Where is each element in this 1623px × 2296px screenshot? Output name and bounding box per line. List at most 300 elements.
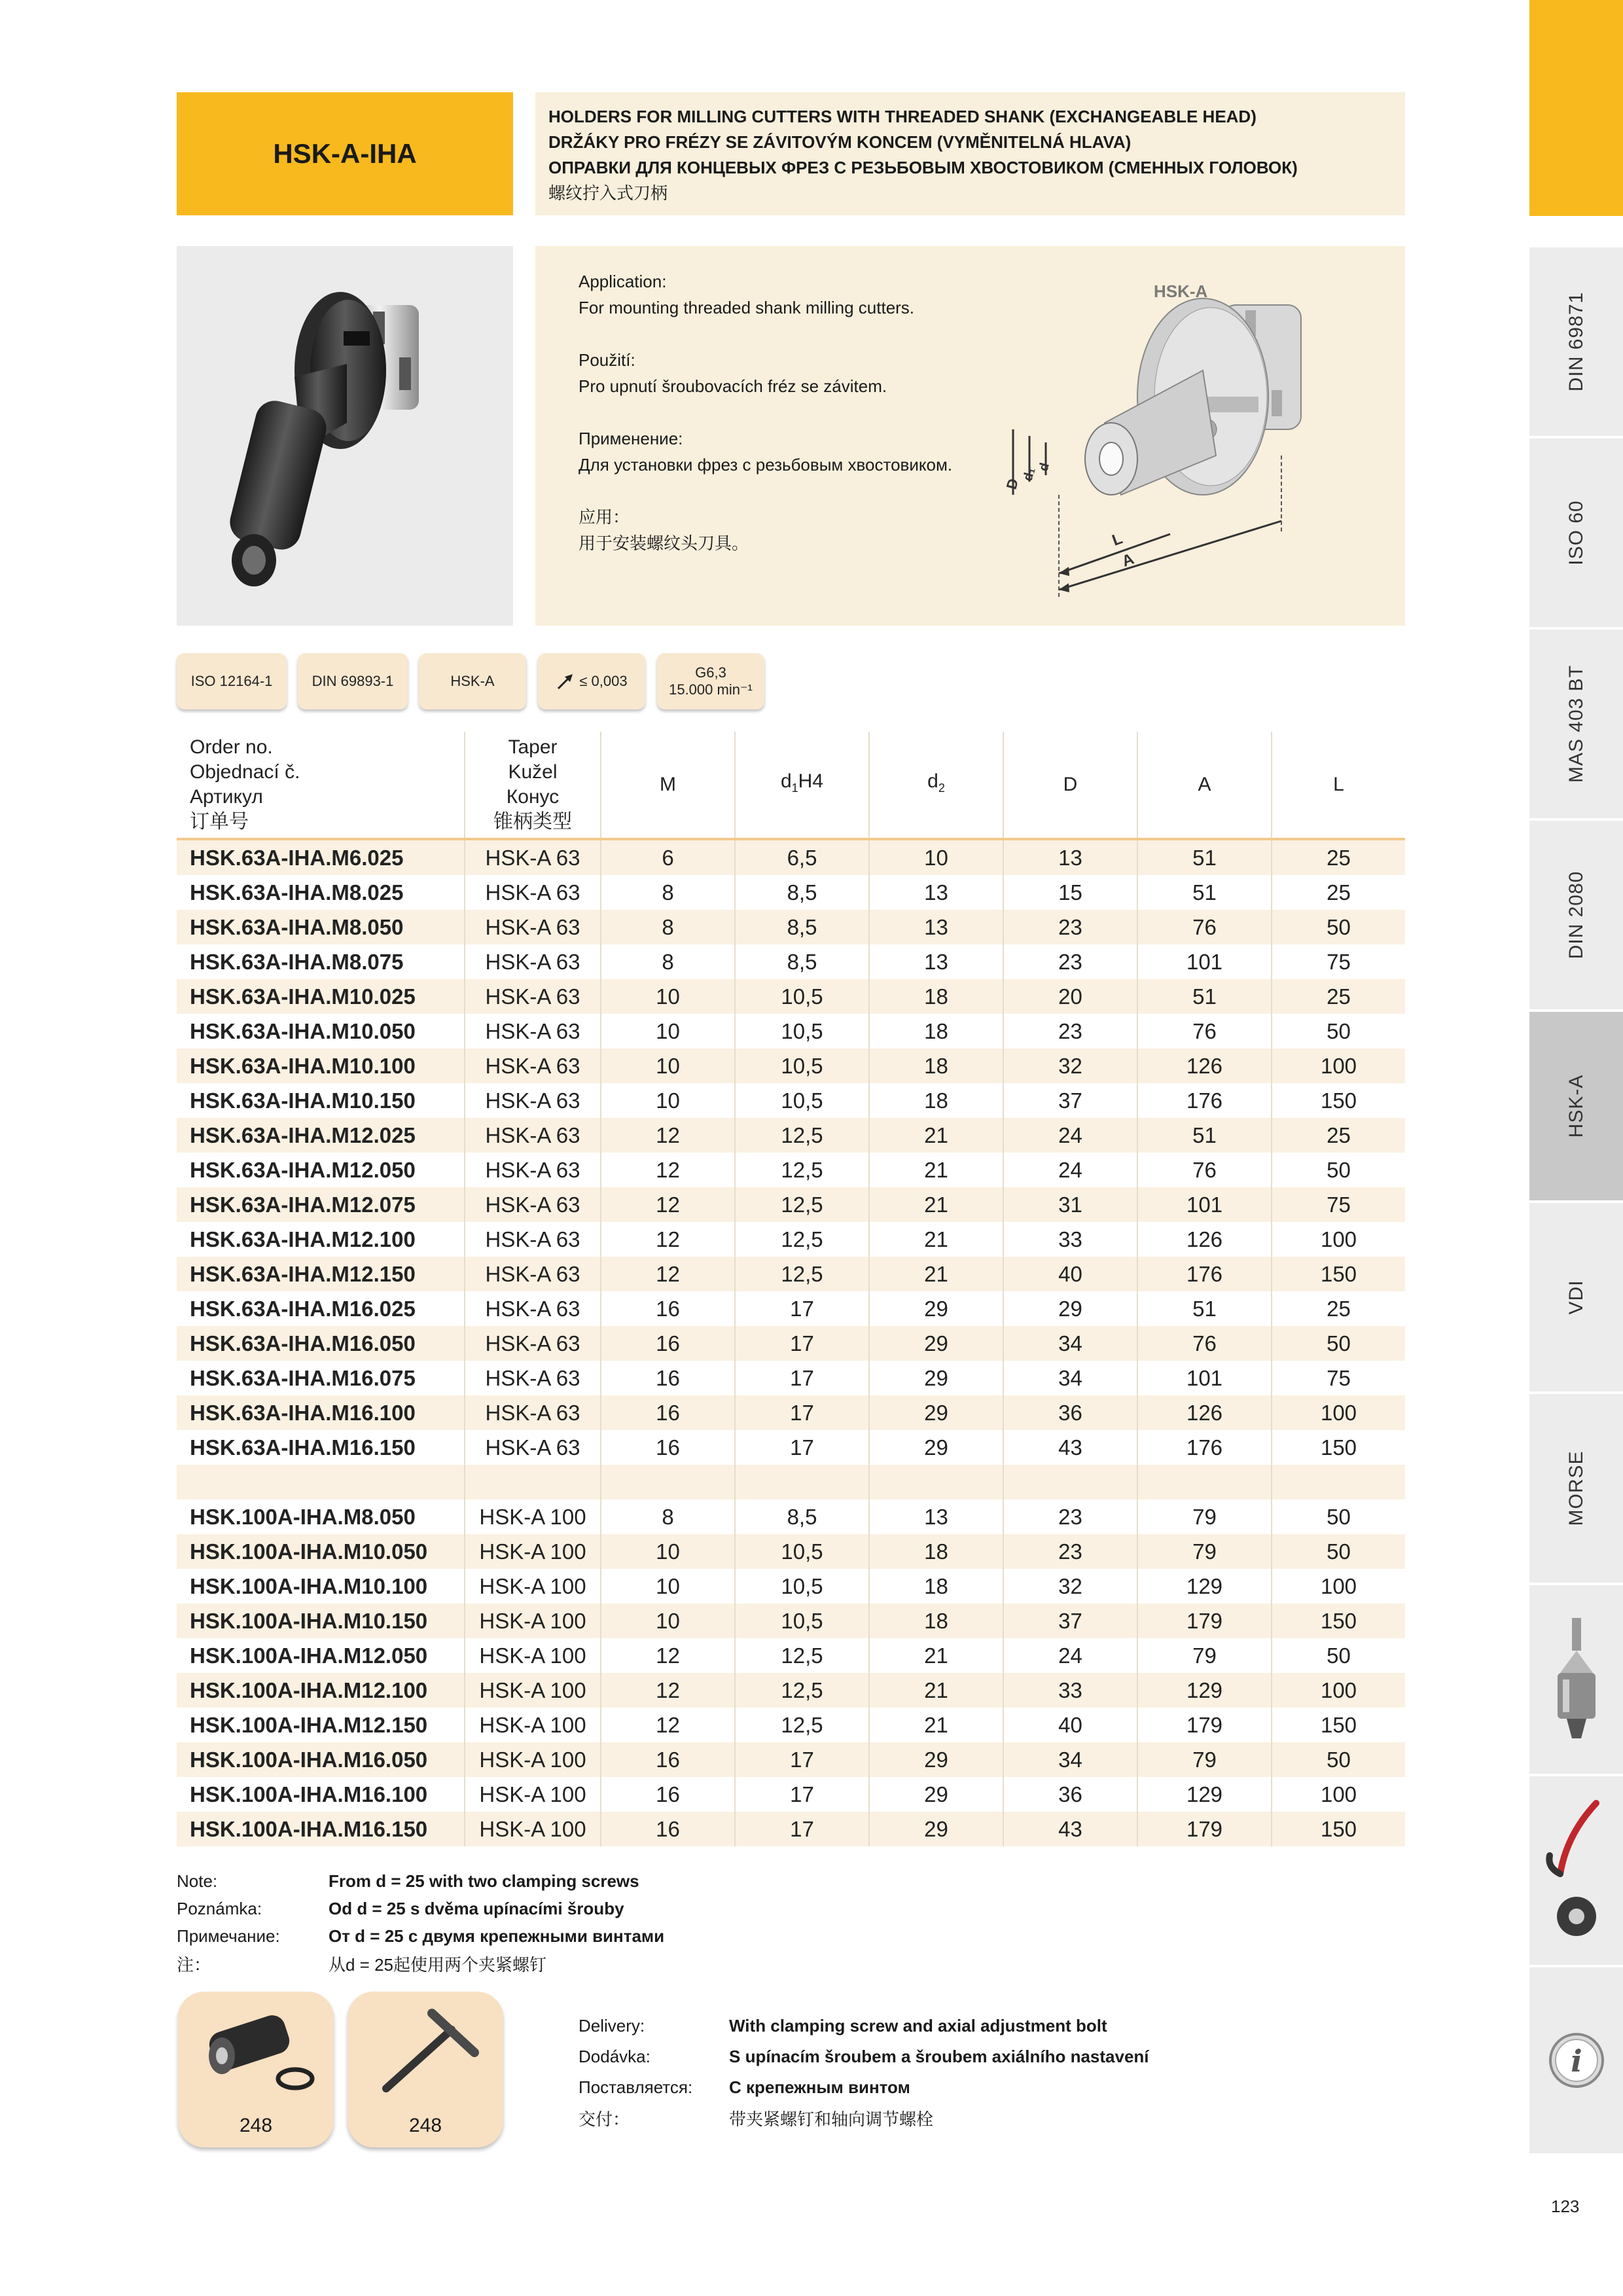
table-row xyxy=(177,1638,1405,1673)
cell-taper: HSK-A 63 xyxy=(465,1326,601,1361)
cell-d1: 8,5 xyxy=(735,875,869,910)
cell-D: 37 xyxy=(1003,1604,1137,1638)
badge-hsk xyxy=(419,653,526,709)
application-panel xyxy=(535,246,1405,626)
cell-d2: 13 xyxy=(869,1499,1003,1534)
clamping-nut-icon xyxy=(190,2003,321,2102)
cell-m: 12 xyxy=(601,1153,735,1187)
product-photo xyxy=(177,246,513,626)
cell-m: 8 xyxy=(601,944,735,979)
cell-d2: 18 xyxy=(869,1083,1003,1118)
cell-m: 10 xyxy=(601,1083,735,1118)
cell-A: 179 xyxy=(1137,1708,1272,1742)
cell-A: 76 xyxy=(1137,910,1272,944)
cell-taper: HSK-A 63 xyxy=(465,1395,601,1430)
table-row xyxy=(177,1708,1405,1742)
cell-m: 10 xyxy=(601,1014,735,1049)
cell-L: 50 xyxy=(1272,1638,1405,1673)
cell-A: 129 xyxy=(1137,1569,1272,1604)
cell-d2: 18 xyxy=(869,1049,1003,1083)
tab-label: HSK-A xyxy=(1565,1074,1587,1138)
cell-d2: 29 xyxy=(869,1326,1003,1361)
cell-L: 25 xyxy=(1272,979,1405,1014)
cell-m: 6 xyxy=(601,839,735,875)
cell-taper: HSK-A 100 xyxy=(465,1638,601,1673)
table-row xyxy=(177,1049,1405,1083)
cell-taper: HSK-A 63 xyxy=(465,1222,601,1257)
tab-vdi[interactable] xyxy=(1529,1200,1623,1391)
cell-taper: HSK-A 63 xyxy=(465,1083,601,1118)
header-d1: $d_1H4$ xyxy=(735,732,869,839)
table-row xyxy=(177,910,1405,944)
cell-d1: 10,5 xyxy=(735,1604,869,1638)
cell-D: 24 xyxy=(1003,1638,1137,1673)
cell-A: 179 xyxy=(1137,1604,1272,1638)
cell-D: 37 xyxy=(1003,1083,1137,1118)
cell-L: 75 xyxy=(1272,1187,1405,1222)
cell-d2: 21 xyxy=(869,1638,1003,1673)
delivery-label-cn: 交付： xyxy=(579,2109,630,2129)
cell-m: 8 xyxy=(601,1499,735,1534)
cell-L: 150 xyxy=(1272,1430,1405,1465)
header-taper: Taper Kužel Конус 锥柄类型 xyxy=(465,732,601,839)
cell-d1: 12,5 xyxy=(735,1673,869,1708)
note-text-ru: От d = 25 с двумя крепежными винтами xyxy=(329,1926,665,1946)
accessory-page-2: 248 xyxy=(408,2115,442,2136)
cell-d2: 29 xyxy=(869,1395,1003,1430)
cell-A: 76 xyxy=(1137,1153,1272,1187)
cell-order-no: HSK.100A-IHA.M8.050 xyxy=(190,1504,416,1529)
cell-d2: 21 xyxy=(869,1187,1003,1222)
cell-L: 50 xyxy=(1272,1534,1405,1569)
cell-d1: 8,5 xyxy=(735,910,869,944)
cell-L: 25 xyxy=(1272,1291,1405,1326)
product-description xyxy=(535,92,1405,215)
table-row xyxy=(177,1222,1405,1257)
cell-A: 129 xyxy=(1137,1673,1272,1708)
cell-D: 34 xyxy=(1003,1326,1137,1361)
cell-L: 150 xyxy=(1272,1257,1405,1291)
t-wrench-icon xyxy=(360,2003,491,2102)
cell-A: 129 xyxy=(1137,1777,1272,1812)
application-text xyxy=(579,268,953,556)
cell-d1: 12,5 xyxy=(735,1257,869,1291)
badge-balance-speed: 15.000 min⁻¹ xyxy=(669,681,753,698)
cell-d2: 13 xyxy=(869,910,1003,944)
drawing-label-hsk: HSK-A xyxy=(1154,281,1208,301)
cell-d1: 6,5 xyxy=(735,839,869,875)
cell-L: 50 xyxy=(1272,1326,1405,1361)
delivery-label-ru: Поставляется: xyxy=(579,2077,693,2097)
cell-D: 33 xyxy=(1003,1673,1137,1708)
cell-taper: HSK-A 100 xyxy=(465,1742,601,1777)
cell-order-no: HSK.63A-IHA.M16.100 xyxy=(177,1395,465,1430)
badge-runout-label: ≤ 0,003 xyxy=(579,673,628,689)
table-row xyxy=(177,1361,1405,1395)
note-text-cz: Od d = 25 s dvěma upínacími šrouby xyxy=(329,1898,624,1918)
tab-mas-403-bt[interactable] xyxy=(1529,627,1623,818)
note-label-ru: Примечание: xyxy=(177,1926,280,1946)
note-text-en: From d = 25 with two clamping screws xyxy=(329,1871,639,1891)
cell-D: 43 xyxy=(1003,1430,1137,1465)
badge-balance xyxy=(657,653,764,709)
cell-order-no: HSK.100A-IHA.M10.050 xyxy=(177,1534,465,1569)
table-row xyxy=(177,875,1405,910)
cell-m: 10 xyxy=(601,1534,735,1569)
cell-A: 101 xyxy=(1137,944,1272,979)
cell-order-no: HSK.100A-IHA.M10.150 xyxy=(177,1604,465,1638)
badge-din xyxy=(298,653,408,709)
cell-L: 150 xyxy=(1272,1708,1405,1742)
cell-taper: HSK-A 63 xyxy=(465,1049,601,1083)
cell-d2: 10 xyxy=(869,839,1003,875)
application-text-en: For mounting threaded shank milling cutters. xyxy=(579,298,915,317)
cell-d1: 12,5 xyxy=(735,1708,869,1742)
cell-order-no: HSK.63A-IHA.M10.050 xyxy=(190,1018,416,1043)
drawing-label-d: d xyxy=(1036,461,1052,473)
cell-d1: 17 xyxy=(735,1777,869,1812)
cell-order-no: HSK.63A-IHA.M16.075 xyxy=(190,1365,416,1390)
cell-D: 36 xyxy=(1003,1395,1137,1430)
product-table xyxy=(177,732,1405,1846)
cell-order-no: HSK.100A-IHA.M16.150 xyxy=(177,1812,465,1846)
cell-D: 23 xyxy=(1003,944,1137,979)
cell-taper: HSK-A 63 xyxy=(465,944,601,979)
cell-taper: HSK-A 100 xyxy=(465,1604,601,1638)
cell-A: 51 xyxy=(1137,1291,1272,1326)
application-text-ru: Для установки фрез с резьбовым хвостовиком. xyxy=(579,455,953,475)
cell-m: 16 xyxy=(601,1812,735,1846)
cell-d2: 18 xyxy=(869,1569,1003,1604)
cell-taper: HSK-A 63 xyxy=(465,1187,601,1222)
cell-taper: HSK-A 100 xyxy=(465,1569,601,1604)
cell-order-no: HSK.100A-IHA.M12.050 xyxy=(190,1643,428,1668)
delivery-text-cn: 带夹紧螺钉和轴向调节螺栓 xyxy=(729,2109,934,2129)
cell-L: 25 xyxy=(1272,875,1405,910)
cell-d2: 21 xyxy=(869,1153,1003,1187)
cell-D: 29 xyxy=(1003,1291,1137,1326)
tab-label: MAS 403 BT xyxy=(1565,664,1587,783)
cell-m: 16 xyxy=(601,1361,735,1395)
accessory-page-1: 248 xyxy=(239,2115,273,2136)
runout-arrow-icon xyxy=(556,672,575,691)
cell-d2: 18 xyxy=(869,979,1003,1014)
table-row xyxy=(177,1812,1405,1846)
cell-d1: 17 xyxy=(735,1430,869,1465)
cell-A: 176 xyxy=(1137,1083,1272,1118)
cell-D: 23 xyxy=(1003,1534,1137,1569)
cell-d2: 21 xyxy=(869,1257,1003,1291)
page-number: 123 xyxy=(1551,2197,1580,2216)
cell-d1: 12,5 xyxy=(735,1118,869,1153)
cell-order-no: HSK.100A-IHA.M10.100 xyxy=(190,1573,428,1598)
cell-m: 16 xyxy=(601,1777,735,1812)
cell-order-no: HSK.100A-IHA.M16.100 xyxy=(190,1782,428,1806)
tab-wrench[interactable] xyxy=(1529,1774,1623,1965)
cell-D: 23 xyxy=(1003,910,1137,944)
cell-A: 79 xyxy=(1137,1499,1272,1534)
cell-m: 10 xyxy=(601,1049,735,1083)
cell-L: 50 xyxy=(1272,1014,1405,1049)
cell-d1: 17 xyxy=(735,1812,869,1846)
cell-D: 33 xyxy=(1003,1222,1137,1257)
cell-d1: 8,5 xyxy=(735,1499,869,1534)
application-label-en: Application: xyxy=(579,272,667,291)
cell-taper: HSK-A 63 xyxy=(465,1257,601,1291)
product-title: HSK-A-IHA xyxy=(273,138,417,169)
cell-d2: 13 xyxy=(869,875,1003,910)
technical-drawing xyxy=(1003,259,1399,613)
delivery-block xyxy=(579,2011,1149,2134)
cell-d2: 21 xyxy=(869,1708,1003,1742)
tab-label: MORSE xyxy=(1565,1450,1587,1526)
application-label-cz: Použití: xyxy=(579,350,635,370)
tab-din-2080[interactable] xyxy=(1529,818,1623,1009)
cell-d1: 10,5 xyxy=(735,1534,869,1569)
cell-order-no: HSK.63A-IHA.M6.025 xyxy=(177,839,465,875)
table-row xyxy=(177,839,1405,875)
cell-m: 12 xyxy=(601,1222,735,1257)
tab-label: ISO 60 xyxy=(1565,500,1587,565)
cell-D: 34 xyxy=(1003,1742,1137,1777)
cell-m: 16 xyxy=(601,1326,735,1361)
cell-L: 100 xyxy=(1272,1777,1405,1812)
table-row xyxy=(177,1742,1405,1777)
accessory-t-wrench[interactable] xyxy=(348,1992,503,2147)
cell-order-no: HSK.63A-IHA.M8.075 xyxy=(190,949,404,974)
cell-taper: HSK-A 63 xyxy=(465,1014,601,1049)
tab-din-69871[interactable] xyxy=(1529,245,1623,436)
tab-label: VDI xyxy=(1565,1280,1587,1315)
cell-L: 100 xyxy=(1272,1222,1405,1257)
table-row xyxy=(177,1291,1405,1326)
info-icon xyxy=(1547,2031,1606,2090)
cell-order-no: HSK.63A-IHA.M16.150 xyxy=(190,1435,416,1460)
application-text-cn: 用于安装螺纹头刀具。 xyxy=(579,533,749,553)
cell-taper: HSK-A 63 xyxy=(465,1430,601,1465)
badge-hsk-label: HSK-A xyxy=(450,673,495,689)
cell-taper: HSK-A 100 xyxy=(465,1534,601,1569)
cell-order-no: HSK.63A-IHA.M12.025 xyxy=(177,1118,465,1153)
badge-din-label: DIN 69893-1 xyxy=(312,673,394,689)
cell-m: 12 xyxy=(601,1187,735,1222)
cell-D: 23 xyxy=(1003,1499,1137,1534)
table-row xyxy=(177,1430,1405,1465)
table-row xyxy=(177,1083,1405,1118)
cell-m: 16 xyxy=(601,1430,735,1465)
note-label-cn: 注： xyxy=(177,1954,211,1975)
header-A: A xyxy=(1137,732,1272,839)
cell-m: 12 xyxy=(601,1257,735,1291)
table-cell-empty xyxy=(735,1465,869,1499)
cell-order-no: HSK.100A-IHA.M12.150 xyxy=(190,1712,428,1737)
table-row xyxy=(177,1187,1405,1222)
table-row xyxy=(177,1673,1405,1708)
cell-A: 51 xyxy=(1137,875,1272,910)
cell-d1: 10,5 xyxy=(735,1083,869,1118)
header-D: D xyxy=(1003,732,1137,839)
cell-m: 8 xyxy=(601,910,735,944)
cell-m: 10 xyxy=(601,979,735,1014)
application-label-cn: 应用： xyxy=(579,507,630,527)
header-d2: $d_2$ xyxy=(869,732,1003,839)
cell-A: 176 xyxy=(1137,1257,1272,1291)
cell-L: 75 xyxy=(1272,944,1405,979)
cell-taper: HSK-A 100 xyxy=(465,1673,601,1708)
tab-iso-60[interactable] xyxy=(1529,436,1623,627)
cell-A: 126 xyxy=(1137,1395,1272,1430)
cell-D: 32 xyxy=(1003,1049,1137,1083)
table-row xyxy=(177,1395,1405,1430)
table-cell-empty xyxy=(869,1465,1003,1499)
cell-D: 36 xyxy=(1003,1777,1137,1812)
cell-m: 8 xyxy=(601,875,735,910)
badge-iso xyxy=(177,653,287,709)
table-cell-empty xyxy=(1003,1465,1137,1499)
cell-d1: 10,5 xyxy=(735,979,869,1014)
cell-order-no: HSK.63A-IHA.M16.025 xyxy=(190,1296,416,1321)
cell-order-no: HSK.63A-IHA.M10.025 xyxy=(177,979,465,1014)
table-header-row xyxy=(177,732,1405,839)
cell-d1: 12,5 xyxy=(735,1187,869,1222)
cell-d1: 8,5 xyxy=(735,944,869,979)
cell-A: 126 xyxy=(1137,1049,1272,1083)
application-label-ru: Применение: xyxy=(579,429,683,448)
description-ru: ОПРАВКИ ДЛЯ КОНЦЕВЫХ ФРЕЗ С РЕЗЬБОВЫМ ХВОСТОВИКОМ (СМЕННЫХ ГОЛОВОК) xyxy=(548,158,1298,177)
cell-L: 150 xyxy=(1272,1812,1405,1846)
cell-L: 75 xyxy=(1272,1361,1405,1395)
table-row xyxy=(177,1604,1405,1638)
cell-D: 24 xyxy=(1003,1118,1137,1153)
cell-d2: 29 xyxy=(869,1742,1003,1777)
cell-D: 13 xyxy=(1003,839,1137,875)
cell-L: 50 xyxy=(1272,910,1405,944)
tab-label: DIN 69871 xyxy=(1565,291,1587,392)
svg-text:i: i xyxy=(1570,2043,1582,2079)
cell-D: 24 xyxy=(1003,1153,1137,1187)
cell-L: 25 xyxy=(1272,839,1405,875)
tab-hsk-a[interactable] xyxy=(1529,1009,1623,1200)
cell-d2: 21 xyxy=(869,1673,1003,1708)
table-cell-empty xyxy=(177,1465,465,1499)
badge-balance-grade: G6,3 xyxy=(695,664,726,681)
cell-m: 16 xyxy=(601,1395,735,1430)
wrench-icon xyxy=(1541,1795,1613,1946)
cell-m: 10 xyxy=(601,1569,735,1604)
cell-A: 79 xyxy=(1137,1638,1272,1673)
header-order-no: Order no. Objednací č. Артикул 订单号 xyxy=(177,732,465,839)
table-cell-empty xyxy=(1272,1465,1405,1499)
cell-order-no: HSK.63A-IHA.M10.150 xyxy=(190,1088,416,1113)
table-row xyxy=(177,1777,1405,1812)
cell-D: 15 xyxy=(1003,875,1137,910)
cell-d1: 17 xyxy=(735,1395,869,1430)
cell-L: 50 xyxy=(1272,1742,1405,1777)
badge-iso-label: ISO 12164-1 xyxy=(190,673,273,689)
cell-taper: HSK-A 100 xyxy=(465,1812,601,1846)
table-cell-empty xyxy=(601,1465,735,1499)
cell-order-no: HSK.63A-IHA.M12.050 xyxy=(190,1157,416,1182)
table-body xyxy=(177,839,1405,1846)
table-row xyxy=(177,1569,1405,1604)
cell-d2: 29 xyxy=(869,1777,1003,1812)
cell-order-no: HSK.63A-IHA.M12.150 xyxy=(177,1257,465,1291)
cell-d1: 12,5 xyxy=(735,1638,869,1673)
table-row xyxy=(177,979,1405,1014)
cell-taper: HSK-A 100 xyxy=(465,1499,601,1534)
tab-info[interactable] xyxy=(1529,1965,1623,2153)
cell-A: 51 xyxy=(1137,1118,1272,1153)
cell-taper: HSK-A 100 xyxy=(465,1777,601,1812)
cell-D: 40 xyxy=(1003,1257,1137,1291)
cell-m: 12 xyxy=(601,1708,735,1742)
drawing-label-A: A xyxy=(1119,550,1137,571)
cell-D: 23 xyxy=(1003,1014,1137,1049)
drawing-label-L: L xyxy=(1109,529,1125,550)
drill-chuck-icon xyxy=(1547,1614,1606,1745)
cell-L: 50 xyxy=(1272,1499,1405,1534)
cell-m: 12 xyxy=(601,1118,735,1153)
table-cell-empty xyxy=(1137,1465,1272,1499)
cell-A: 179 xyxy=(1137,1812,1272,1846)
description-cz: DRŽÁKY PRO FRÉZY SE ZÁVITOVÝM KONCEM (VYMĚNITELNÁ HLAVA) xyxy=(548,132,1132,152)
cell-m: 16 xyxy=(601,1291,735,1326)
cell-order-no: HSK.100A-IHA.M16.050 xyxy=(177,1742,465,1777)
cell-m: 12 xyxy=(601,1638,735,1673)
cell-taper: HSK-A 63 xyxy=(465,979,601,1014)
cell-A: 79 xyxy=(1137,1534,1272,1569)
cell-A: 51 xyxy=(1137,839,1272,875)
tab-strip-accent xyxy=(1529,0,1623,216)
cell-d2: 18 xyxy=(869,1014,1003,1049)
cell-L: 100 xyxy=(1272,1049,1405,1083)
tab-drill-chuck[interactable] xyxy=(1529,1583,1623,1774)
table-cell-empty xyxy=(465,1465,601,1499)
cell-taper: HSK-A 63 xyxy=(465,910,601,944)
table-row xyxy=(177,1014,1405,1049)
cell-L: 50 xyxy=(1272,1153,1405,1187)
header-L: L xyxy=(1272,732,1405,839)
notes-block xyxy=(177,1867,664,1977)
delivery-text-ru: С крепежным винтом xyxy=(729,2077,910,2097)
cell-A: 79 xyxy=(1137,1742,1272,1777)
accessory-clamping-nut[interactable] xyxy=(178,1992,334,2147)
cell-d2: 29 xyxy=(869,1291,1003,1326)
delivery-label-en: Delivery: xyxy=(579,2016,645,2036)
note-label-en: Note: xyxy=(177,1871,218,1891)
cell-d1: 17 xyxy=(735,1742,869,1777)
cell-m: 10 xyxy=(601,1604,735,1638)
cell-taper: HSK-A 63 xyxy=(465,1291,601,1326)
tab-morse[interactable] xyxy=(1529,1391,1623,1583)
cell-taper: HSK-A 100 xyxy=(465,1708,601,1742)
cell-d2: 29 xyxy=(869,1812,1003,1846)
cell-L: 100 xyxy=(1272,1395,1405,1430)
description-cn: 螺纹拧入式刀柄 xyxy=(548,183,668,203)
cell-order-no: HSK.100A-IHA.M12.100 xyxy=(177,1673,465,1708)
cell-taper: HSK-A 63 xyxy=(465,875,601,910)
cell-d2: 13 xyxy=(869,944,1003,979)
cell-A: 126 xyxy=(1137,1222,1272,1257)
cell-m: 16 xyxy=(601,1742,735,1777)
drawing-label-d1: d₁ xyxy=(1020,465,1039,483)
cell-A: 76 xyxy=(1137,1014,1272,1049)
cell-taper: HSK-A 63 xyxy=(465,839,601,875)
cell-d2: 18 xyxy=(869,1534,1003,1569)
cell-m: 12 xyxy=(601,1673,735,1708)
table-row xyxy=(177,1534,1405,1569)
cell-D: 34 xyxy=(1003,1361,1137,1395)
